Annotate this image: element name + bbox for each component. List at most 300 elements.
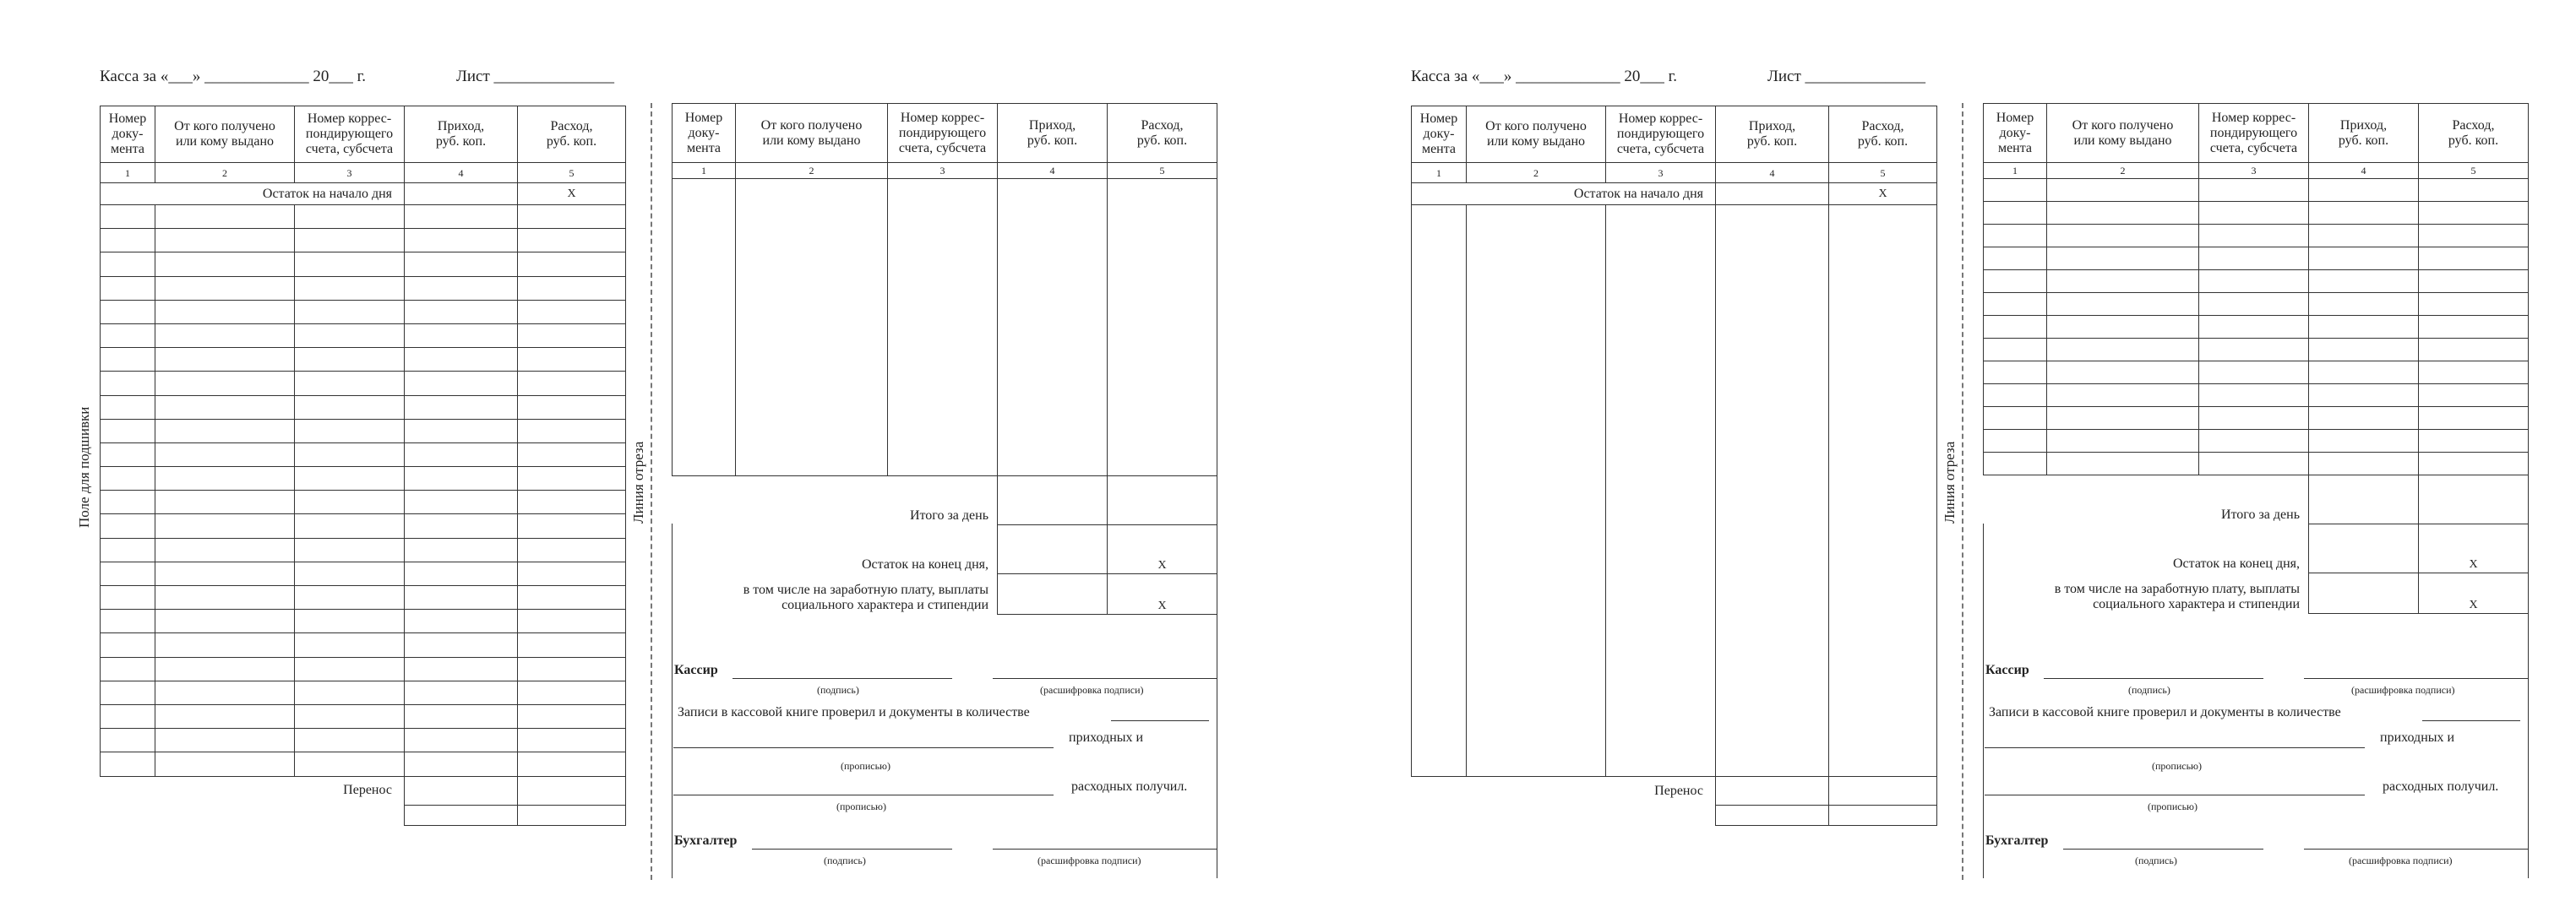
column-number: 4 — [1716, 163, 1829, 183]
table-cell[interactable] — [295, 419, 405, 442]
table-cell[interactable] — [295, 514, 405, 538]
incoming-words-caption: (прописью) — [2152, 760, 2203, 772]
page-title: Касса за «___» _____________ 20___ г. — [100, 68, 366, 85]
table-cell[interactable] — [155, 586, 295, 610]
table-cell[interactable] — [295, 657, 405, 681]
table-cell[interactable] — [2309, 225, 2419, 247]
cut-line — [651, 103, 652, 880]
accountant-signature-line[interactable] — [2063, 849, 2263, 850]
table-cell[interactable] — [2309, 316, 2419, 339]
table-cell[interactable] — [2419, 453, 2529, 475]
table-row — [101, 610, 626, 633]
incoming-words-caption: (прописью) — [841, 760, 891, 772]
table-cell[interactable] — [1984, 453, 2047, 475]
table-cell[interactable] — [518, 205, 626, 229]
table-cell[interactable] — [1984, 361, 2047, 384]
table-cell[interactable] — [155, 300, 295, 323]
table-cell[interactable] — [295, 276, 405, 300]
table-column-cell[interactable] — [1606, 205, 1716, 777]
table-cell[interactable] — [155, 348, 295, 372]
table-row — [101, 514, 626, 538]
table-cell[interactable] — [2047, 361, 2199, 384]
table-cell[interactable] — [2419, 202, 2529, 225]
outgoing-words-caption: (прописью) — [2148, 801, 2198, 812]
table-cell[interactable] — [101, 586, 155, 610]
table-cell[interactable] — [155, 562, 295, 585]
table-cell[interactable] — [2199, 316, 2309, 339]
table-cell[interactable] — [295, 300, 405, 323]
table-row — [101, 752, 626, 776]
incoming-label: приходных и — [1069, 730, 1144, 745]
table-cell[interactable] — [295, 729, 405, 752]
table-row — [101, 729, 626, 752]
table-cell[interactable] — [101, 442, 155, 466]
column-number: 2 — [2047, 163, 2199, 179]
sheet-number: Лист _______________ — [456, 68, 615, 85]
carry-over-row — [1412, 777, 1937, 806]
column-number: 1 — [673, 163, 736, 179]
table-cell[interactable] — [405, 395, 518, 419]
column-number: 4 — [405, 163, 518, 183]
table-cell[interactable] — [405, 372, 518, 395]
column-number: 5 — [1829, 163, 1937, 183]
carry-over-income[interactable] — [405, 776, 518, 805]
table-cell[interactable] — [2047, 430, 2199, 453]
final-income[interactable] — [1716, 806, 1829, 826]
table-cell[interactable] — [405, 586, 518, 610]
table-cell[interactable] — [155, 419, 295, 442]
table-cell[interactable] — [101, 300, 155, 323]
table-cell[interactable] — [405, 704, 518, 728]
table-row — [1984, 453, 2529, 475]
table-cell[interactable] — [101, 610, 155, 633]
incoming-words-line[interactable] — [1985, 747, 2365, 748]
table-cell[interactable] — [2419, 179, 2529, 202]
table-row — [1984, 179, 2529, 202]
closing-incl-row — [673, 574, 1217, 615]
table-column-cell[interactable] — [673, 179, 736, 476]
column-number-row — [673, 163, 1217, 179]
final-income[interactable] — [405, 805, 518, 825]
cut-line — [1962, 103, 1963, 880]
table-cell[interactable] — [295, 323, 405, 347]
table-cell[interactable] — [101, 681, 155, 704]
closing-balance-label: Остаток на конец дня, — [2173, 556, 2300, 571]
table-cell[interactable] — [2047, 225, 2199, 247]
table-cell[interactable] — [405, 467, 518, 491]
table-cell[interactable] — [101, 323, 155, 347]
column-number: 3 — [888, 163, 998, 179]
day-total-income[interactable] — [2309, 475, 2419, 524]
table-cell[interactable] — [518, 704, 626, 728]
table-cell[interactable] — [2199, 247, 2309, 270]
column-header: Приход, руб. коп. — [2309, 104, 2419, 163]
column-header: Приход, руб. коп. — [998, 104, 1108, 163]
table-cell[interactable] — [405, 419, 518, 442]
table-cell[interactable] — [405, 562, 518, 585]
table-cell[interactable] — [2309, 339, 2419, 361]
table-cell[interactable] — [405, 252, 518, 276]
table-cell[interactable] — [2309, 430, 2419, 453]
column-header: Приход, руб. коп. — [1716, 106, 1829, 163]
table-cell[interactable] — [518, 348, 626, 372]
table-cell[interactable] — [405, 491, 518, 514]
table-cell[interactable] — [101, 633, 155, 657]
table-cell[interactable] — [295, 372, 405, 395]
table-row — [101, 276, 626, 300]
table-cell[interactable] — [101, 252, 155, 276]
table-cell[interactable] — [405, 323, 518, 347]
table-cell[interactable] — [2047, 179, 2199, 202]
documents-count-line[interactable] — [1111, 720, 1209, 721]
binding-margin-label: Поле для подшивки — [76, 406, 92, 528]
table-cell[interactable] — [155, 681, 295, 704]
table-row — [101, 252, 626, 276]
table-cell[interactable] — [518, 562, 626, 585]
table-cell[interactable] — [2047, 270, 2199, 293]
table-cell[interactable] — [2419, 270, 2529, 293]
table-cell[interactable] — [2419, 293, 2529, 316]
table-cell[interactable] — [101, 729, 155, 752]
closing-incl-income[interactable] — [2309, 573, 2419, 614]
table-cell[interactable] — [518, 252, 626, 276]
incoming-label: приходных и — [2380, 730, 2455, 745]
accountant-name-line[interactable] — [993, 849, 1217, 850]
table-cell[interactable] — [101, 562, 155, 585]
blank — [101, 805, 405, 825]
table-cell[interactable] — [101, 704, 155, 728]
table-cell[interactable] — [2199, 384, 2309, 407]
table-cell[interactable] — [518, 419, 626, 442]
table-cell[interactable] — [2309, 179, 2419, 202]
checked-text: Записи в кассовой книге проверил и документы в количестве — [678, 705, 1030, 719]
table-cell[interactable] — [2199, 361, 2309, 384]
carry-over-row — [101, 776, 626, 805]
table-row — [101, 681, 626, 704]
table-cell[interactable] — [2419, 384, 2529, 407]
table-cell[interactable] — [518, 300, 626, 323]
table-cell[interactable] — [101, 491, 155, 514]
day-total-income[interactable] — [998, 476, 1108, 525]
table-cell[interactable] — [101, 419, 155, 442]
table-cell[interactable] — [518, 323, 626, 347]
table-cell[interactable] — [2047, 384, 2199, 407]
table-cell[interactable] — [155, 323, 295, 347]
table-cell[interactable] — [2309, 384, 2419, 407]
table-cell[interactable] — [155, 252, 295, 276]
closing-balance-income[interactable] — [2309, 524, 2419, 573]
table-cell[interactable] — [2199, 202, 2309, 225]
table-cell[interactable] — [518, 752, 626, 776]
column-number: 5 — [2419, 163, 2529, 179]
table-cell[interactable] — [155, 538, 295, 562]
table-cell[interactable] — [518, 610, 626, 633]
table-cell[interactable] — [101, 372, 155, 395]
table-cell[interactable] — [295, 633, 405, 657]
table-cell[interactable] — [2047, 339, 2199, 361]
table-cell[interactable] — [2047, 453, 2199, 475]
table-cell[interactable] — [1984, 384, 2047, 407]
table-cell[interactable] — [405, 538, 518, 562]
table-cell[interactable] — [2419, 361, 2529, 384]
table-cell[interactable] — [2419, 407, 2529, 430]
table-cell[interactable] — [2309, 407, 2419, 430]
table-cell[interactable] — [155, 395, 295, 419]
table-cell[interactable] — [1984, 316, 2047, 339]
table-cell[interactable] — [405, 205, 518, 229]
table-row — [1984, 270, 2529, 293]
table-cell[interactable] — [518, 442, 626, 466]
table-cell[interactable] — [405, 276, 518, 300]
closing-balance-income[interactable] — [998, 525, 1108, 574]
table-cell[interactable] — [101, 205, 155, 229]
final-expense[interactable] — [1829, 806, 1937, 826]
table-cell[interactable] — [405, 300, 518, 323]
cashier-decode-caption: (расшифровка подписи) — [1040, 684, 1144, 696]
table-cell[interactable] — [518, 729, 626, 752]
opening-income-cell[interactable] — [1716, 183, 1829, 205]
table-row — [1984, 316, 2529, 339]
table-cell[interactable] — [2309, 361, 2419, 384]
table-row — [101, 419, 626, 442]
table-column-cell[interactable] — [1829, 205, 1937, 777]
table-cell[interactable] — [295, 348, 405, 372]
table-cell[interactable] — [1984, 202, 2047, 225]
table-cell[interactable] — [295, 252, 405, 276]
report-sheet-table — [672, 103, 1217, 615]
table-cell[interactable] — [518, 657, 626, 681]
carry-over-income[interactable] — [1716, 777, 1829, 806]
table-column-cell[interactable] — [1412, 205, 1467, 777]
table-cell[interactable] — [405, 610, 518, 633]
table-row — [1984, 430, 2529, 453]
column-header: Расход, руб. коп. — [1108, 104, 1217, 163]
table-cell[interactable] — [295, 610, 405, 633]
table-cell[interactable] — [2309, 247, 2419, 270]
table-cell[interactable] — [101, 348, 155, 372]
cashier-label: Кассир — [674, 663, 718, 677]
column-header: Расход, руб. коп. — [1829, 106, 1937, 163]
table-cell[interactable] — [295, 467, 405, 491]
accountant-signature-caption: (подпись) — [2135, 855, 2177, 866]
table-cell[interactable] — [2047, 407, 2199, 430]
table-cell[interactable] — [2309, 270, 2419, 293]
checked-text: Записи в кассовой книге проверил и документы в количестве — [1989, 705, 2341, 719]
outgoing-words-caption: (прописью) — [836, 801, 887, 812]
column-number: 3 — [295, 163, 405, 183]
table-column-cell[interactable] — [888, 179, 998, 476]
column-header: От кого получено или кому выдано — [1467, 106, 1606, 163]
table-cell[interactable] — [2199, 453, 2309, 475]
table-cell[interactable] — [518, 491, 626, 514]
table-row — [1984, 225, 2529, 247]
cashier-signature-caption: (подпись) — [817, 684, 859, 696]
table-cell[interactable] — [155, 704, 295, 728]
table-cell[interactable] — [2309, 453, 2419, 475]
table-cell[interactable] — [405, 442, 518, 466]
table-cell[interactable] — [155, 633, 295, 657]
table-cell[interactable] — [1984, 339, 2047, 361]
table-cell[interactable] — [2199, 339, 2309, 361]
column-number-row — [1984, 163, 2529, 179]
table-body — [1412, 205, 1937, 777]
table-cell[interactable] — [295, 491, 405, 514]
table-cell[interactable] — [1984, 407, 2047, 430]
column-number-row — [1412, 163, 1937, 183]
accountant-signature-line[interactable] — [752, 849, 952, 850]
day-total-row — [673, 476, 1217, 525]
table-cell[interactable] — [518, 395, 626, 419]
header-row — [101, 106, 626, 163]
cashier-name-line[interactable] — [2304, 678, 2528, 679]
table-cell[interactable] — [101, 229, 155, 252]
table-cell[interactable] — [2047, 316, 2199, 339]
table-cell[interactable] — [155, 442, 295, 466]
table-cell[interactable] — [295, 442, 405, 466]
table-cell[interactable] — [2199, 293, 2309, 316]
final-row — [1412, 806, 1937, 826]
table-column-cell[interactable] — [736, 179, 888, 476]
table-cell[interactable] — [155, 372, 295, 395]
cash-book-spread-2 — [1396, 51, 2576, 895]
day-total-expense[interactable] — [2419, 475, 2529, 524]
table-column-cell[interactable] — [1716, 205, 1829, 777]
table-cell[interactable] — [295, 229, 405, 252]
sheet-number: Лист _______________ — [1767, 68, 1926, 85]
documents-count-line[interactable] — [2422, 720, 2520, 721]
table-cell[interactable] — [101, 467, 155, 491]
cashier-name-line[interactable] — [993, 678, 1217, 679]
table-cell[interactable] — [2047, 293, 2199, 316]
table-cell[interactable] — [1984, 270, 2047, 293]
carry-over-expense[interactable] — [518, 776, 626, 805]
table-cell[interactable] — [155, 729, 295, 752]
table-cell[interactable] — [2047, 247, 2199, 270]
table-cell[interactable] — [295, 205, 405, 229]
table-cell[interactable] — [405, 752, 518, 776]
table-cell[interactable] — [101, 395, 155, 419]
table-row — [1984, 361, 2529, 384]
table-cell[interactable] — [155, 276, 295, 300]
header-row — [673, 104, 1217, 163]
table-cell[interactable] — [2199, 225, 2309, 247]
table-cell[interactable] — [295, 586, 405, 610]
column-header: Номер коррес- пондирующего счета, субсчета — [1606, 106, 1716, 163]
table-cell[interactable] — [155, 205, 295, 229]
table-row — [1984, 293, 2529, 316]
table-cell[interactable] — [295, 704, 405, 728]
table-cell[interactable] — [2199, 407, 2309, 430]
table-cell[interactable] — [405, 657, 518, 681]
table-cell[interactable] — [2419, 225, 2529, 247]
table-cell[interactable] — [155, 752, 295, 776]
cash-book-table — [100, 106, 626, 826]
table-column-cell[interactable] — [1467, 205, 1606, 777]
accountant-decode-caption: (расшифровка подписи) — [2349, 855, 2453, 866]
closing-incl-income[interactable] — [998, 574, 1108, 615]
day-total-label: Итого за день — [2220, 507, 2300, 522]
table-cell[interactable] — [518, 681, 626, 704]
table-cell[interactable] — [2419, 430, 2529, 453]
column-number: 4 — [2309, 163, 2419, 179]
table-cell[interactable] — [295, 562, 405, 585]
closing-balance-label: Остаток на конец дня, — [862, 556, 988, 572]
table-cell[interactable] — [155, 514, 295, 538]
table-cell[interactable] — [2047, 202, 2199, 225]
table-cell[interactable] — [1984, 293, 2047, 316]
table-cell[interactable] — [2309, 202, 2419, 225]
table-cell[interactable] — [518, 538, 626, 562]
table-column-cell[interactable] — [1108, 179, 1217, 476]
day-total-expense[interactable] — [1108, 476, 1217, 525]
table-cell[interactable] — [1984, 179, 2047, 202]
column-header: Номер доку- мента — [673, 104, 736, 163]
opening-income-cell[interactable] — [405, 183, 518, 205]
table-cell[interactable] — [101, 538, 155, 562]
table-cell[interactable] — [101, 657, 155, 681]
table-cell[interactable] — [1984, 247, 2047, 270]
column-number: 2 — [736, 163, 888, 179]
column-header: Приход, руб. коп. — [405, 106, 518, 163]
table-cell[interactable] — [518, 276, 626, 300]
table-cell[interactable] — [1984, 430, 2047, 453]
table-cell[interactable] — [518, 372, 626, 395]
table-cell[interactable] — [295, 538, 405, 562]
table-cell[interactable] — [405, 633, 518, 657]
table-cell[interactable] — [2199, 430, 2309, 453]
table-column-cell[interactable] — [998, 179, 1108, 476]
table-cell[interactable] — [295, 681, 405, 704]
table-cell[interactable] — [295, 752, 405, 776]
table-cell[interactable] — [405, 229, 518, 252]
table-cell[interactable] — [2419, 316, 2529, 339]
table-cell[interactable] — [101, 514, 155, 538]
table-cell[interactable] — [155, 491, 295, 514]
table-cell[interactable] — [518, 467, 626, 491]
table-cell[interactable] — [2419, 339, 2529, 361]
table-cell[interactable] — [101, 752, 155, 776]
cashier-signature-line[interactable] — [2044, 678, 2263, 679]
incoming-words-line[interactable] — [673, 747, 1054, 748]
table-cell[interactable] — [155, 229, 295, 252]
table-cell[interactable] — [101, 276, 155, 300]
accountant-name-line[interactable] — [2304, 849, 2528, 850]
table-cell[interactable] — [155, 610, 295, 633]
table-cell[interactable] — [518, 633, 626, 657]
table-cell[interactable] — [155, 657, 295, 681]
closing-balance-expense: X — [1108, 525, 1217, 574]
carry-over-expense[interactable] — [1829, 777, 1937, 806]
table-cell[interactable] — [518, 229, 626, 252]
cashier-signature-line[interactable] — [732, 678, 952, 679]
table-cell[interactable] — [518, 586, 626, 610]
final-expense[interactable] — [518, 805, 626, 825]
table-cell[interactable] — [155, 467, 295, 491]
table-cell[interactable] — [2199, 270, 2309, 293]
table-cell[interactable] — [2199, 179, 2309, 202]
table-cell[interactable] — [405, 348, 518, 372]
table-cell[interactable] — [2309, 293, 2419, 316]
table-cell[interactable] — [2419, 247, 2529, 270]
table-cell[interactable] — [405, 681, 518, 704]
column-header: Номер доку- мента — [1412, 106, 1467, 163]
table-cell[interactable] — [1984, 225, 2047, 247]
table-cell[interactable] — [518, 514, 626, 538]
table-cell[interactable] — [295, 395, 405, 419]
table-cell[interactable] — [405, 514, 518, 538]
table-row — [1984, 339, 2529, 361]
table-cell[interactable] — [405, 729, 518, 752]
